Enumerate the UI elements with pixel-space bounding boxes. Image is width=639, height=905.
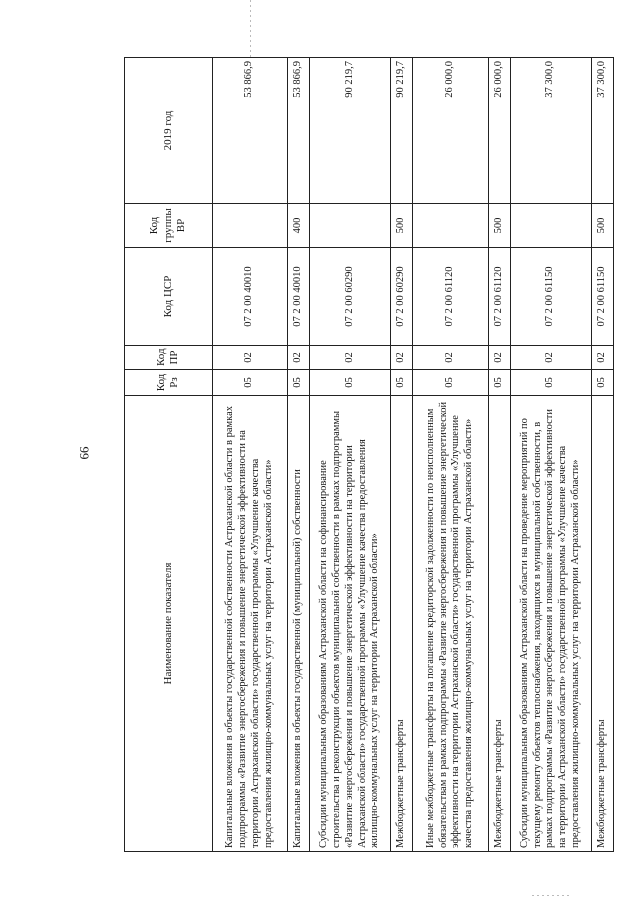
scan-artifact-line [532,895,572,896]
header-rz: Код Рз [125,370,213,396]
header-name: Наименование показателя [125,396,213,852]
row-csr: 07 2 00 40010 [288,248,310,346]
table-row [413,58,488,852]
row-csr: 07 2 00 60290 [391,248,413,346]
row-pr: 02 [288,346,310,370]
table-row [488,58,510,852]
row-rz: 05 [413,370,488,396]
row-csr: 07 2 00 61120 [413,248,488,346]
page-number: 99 [77,446,92,460]
table-row [510,58,591,852]
row-rz: 05 [212,370,287,396]
row-amount: 37 300,0 [592,58,614,204]
row-vr [212,204,287,248]
row-vr: 500 [592,204,614,248]
row-amount: 37 300,0 [510,58,591,204]
row-rz: 05 [288,370,310,396]
row-amount: 26 000,0 [488,58,510,204]
row-rz: 05 [592,370,614,396]
rotated-page-content [124,58,614,852]
row-name: Межбюджетные трансферты [391,396,413,852]
header-pr: Код ПР [125,346,213,370]
row-pr: 02 [391,346,413,370]
row-amount: 53 866,9 [212,58,287,204]
row-name: Субсидии муниципальным образованиям Астраханской области на софинансирование строительства и реконструкции объектов муниципальной собственности в рамках подпрограммы «Развитие энергосбережения и повышение энергетической эффективности на территории Астраханской области» государственной программы «Улучшение качества предоставления жилищно-коммунальных услуг на территории Астраханской области» [309,396,390,852]
row-pr: 02 [212,346,287,370]
row-pr: 02 [510,346,591,370]
row-csr: 07 2 00 61150 [510,248,591,346]
row-name: Субсидии муниципальным образованиям Астраханской области на проведение мероприятий по текущему ремонту объектов теплоснабжения, находящихся в муниципальной собственности, в рамках подпрограммы «Развитие энергосбережения и повышение энергетической эффективности на территории Астраханской области» государственной программы «Улучшение качества предоставления жилищно-коммунальных услуг на территории Астраханской области» [510,396,591,852]
row-rz: 05 [391,370,413,396]
scan-artifact-line [250,0,251,60]
header-vr: Код группы ВР [125,204,213,248]
row-vr: 500 [391,204,413,248]
row-name: Иные межбюджетные трансферты на погашение кредиторской задолженности по неисполненным обязательствам в рамках подпрограммы «Развитие энергосбережения и повышение энергетической эффективности на территории Астраханской области» государственной программы «Улучшение качества предоставления жилищно-коммунальных услуг на территории Астраханской области» [413,396,488,852]
row-rz: 05 [309,370,390,396]
header-year: 2019 год [125,58,213,204]
row-amount: 90 219,7 [309,58,390,204]
table-row [309,58,390,852]
row-rz: 05 [488,370,510,396]
row-amount: 26 000,0 [413,58,488,204]
row-vr [309,204,390,248]
row-csr: 07 2 00 61120 [488,248,510,346]
row-pr: 02 [309,346,390,370]
row-pr: 02 [488,346,510,370]
row-vr [413,204,488,248]
row-csr: 07 2 00 61150 [592,248,614,346]
table-header-row [125,58,213,852]
row-vr: 500 [488,204,510,248]
row-vr: 400 [288,204,310,248]
table-row [592,58,614,852]
row-amount: 53 866,9 [288,58,310,204]
row-name: Капитальные вложения в объекты государственной (муниципальной) собственности [288,396,310,852]
row-csr: 07 2 00 40010 [212,248,287,346]
header-csr: Код ЦСР [125,248,213,346]
row-pr: 02 [413,346,488,370]
row-pr: 02 [592,346,614,370]
table-row [288,58,310,852]
table-row [391,58,413,852]
row-amount: 90 219,7 [391,58,413,204]
row-name: Капитальные вложения в объекты государственной собственности Астраханской области в рамках подпрограммы «Развитие энергосбережения и повышение энергетической эффективности на территории Астраханской области» государственной программы «Улучшение качества предоставления жилищно-коммунальных услуг на территории Астраханской области» [212,396,287,852]
row-name: Межбюджетные трансферты [592,396,614,852]
row-rz: 05 [510,370,591,396]
row-name: Межбюджетные трансферты [488,396,510,852]
row-vr [510,204,591,248]
row-csr: 07 2 00 60290 [309,248,390,346]
table-row [212,58,287,852]
budget-table [124,57,614,852]
